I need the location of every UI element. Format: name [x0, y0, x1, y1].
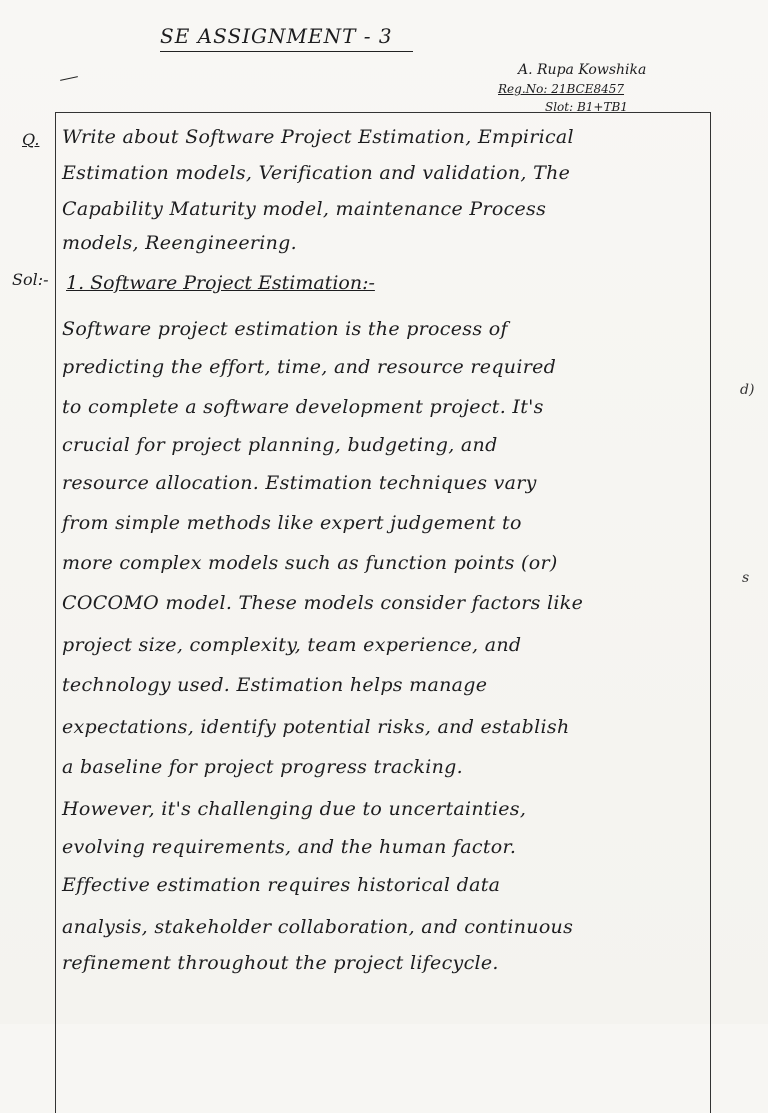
question-line: Capability Maturity model, maintenance Process: [62, 198, 547, 220]
solution-line: a baseline for project progress tracking.: [62, 756, 463, 778]
margin-mark: s: [742, 570, 750, 586]
solution-line: Effective estimation requires historical data: [62, 874, 501, 896]
solution-line: crucial for project planning, budgeting, and: [62, 434, 498, 456]
solution-line: analysis, stakeholder collaboration, and continuous: [62, 916, 574, 938]
solution-line: from simple methods like expert judgement to: [62, 512, 522, 534]
solution-line: predicting the effort, time, and resource required: [62, 356, 557, 378]
solution-line: However, it's challenging due to uncertainties,: [62, 798, 527, 820]
section-heading: 1. Software Project Estimation:-: [66, 272, 375, 294]
solution-line: COCOMO model. These models consider factors like: [62, 592, 584, 614]
solution-line: expectations, identify potential risks, and establish: [62, 716, 570, 738]
solution-line: resource allocation. Estimation techniques vary: [62, 472, 537, 494]
solution-line: technology used. Estimation helps manage: [62, 674, 488, 696]
registration-number: Reg.No: 21BCE8457: [498, 82, 625, 96]
solution-line: project size, complexity, team experience, and: [62, 634, 522, 656]
question-label: Q.: [22, 130, 40, 149]
solution-line: more complex models such as function points (or): [62, 552, 558, 574]
question-line: models, Reengineering.: [62, 232, 297, 254]
solution-line: evolving requirements, and the human factor.: [62, 836, 517, 858]
student-name: A. Rupa Kowshika: [518, 62, 647, 78]
margin-mark: d): [740, 382, 755, 398]
solution-label: Sol:-: [12, 270, 49, 289]
question-line: Estimation models, Verification and validation, The: [62, 162, 571, 184]
margin-dash: [60, 76, 78, 81]
solution-line: refinement throughout the project lifecycle.: [62, 952, 499, 974]
solution-line: Software project estimation is the process of: [62, 318, 508, 340]
solution-line: to complete a software development project. It's: [62, 396, 544, 418]
question-line: Write about Software Project Estimation, Empirical: [62, 126, 574, 148]
slot-info: Slot: B1+TB1: [545, 100, 628, 114]
assignment-title: SE ASSIGNMENT - 3: [160, 24, 393, 48]
